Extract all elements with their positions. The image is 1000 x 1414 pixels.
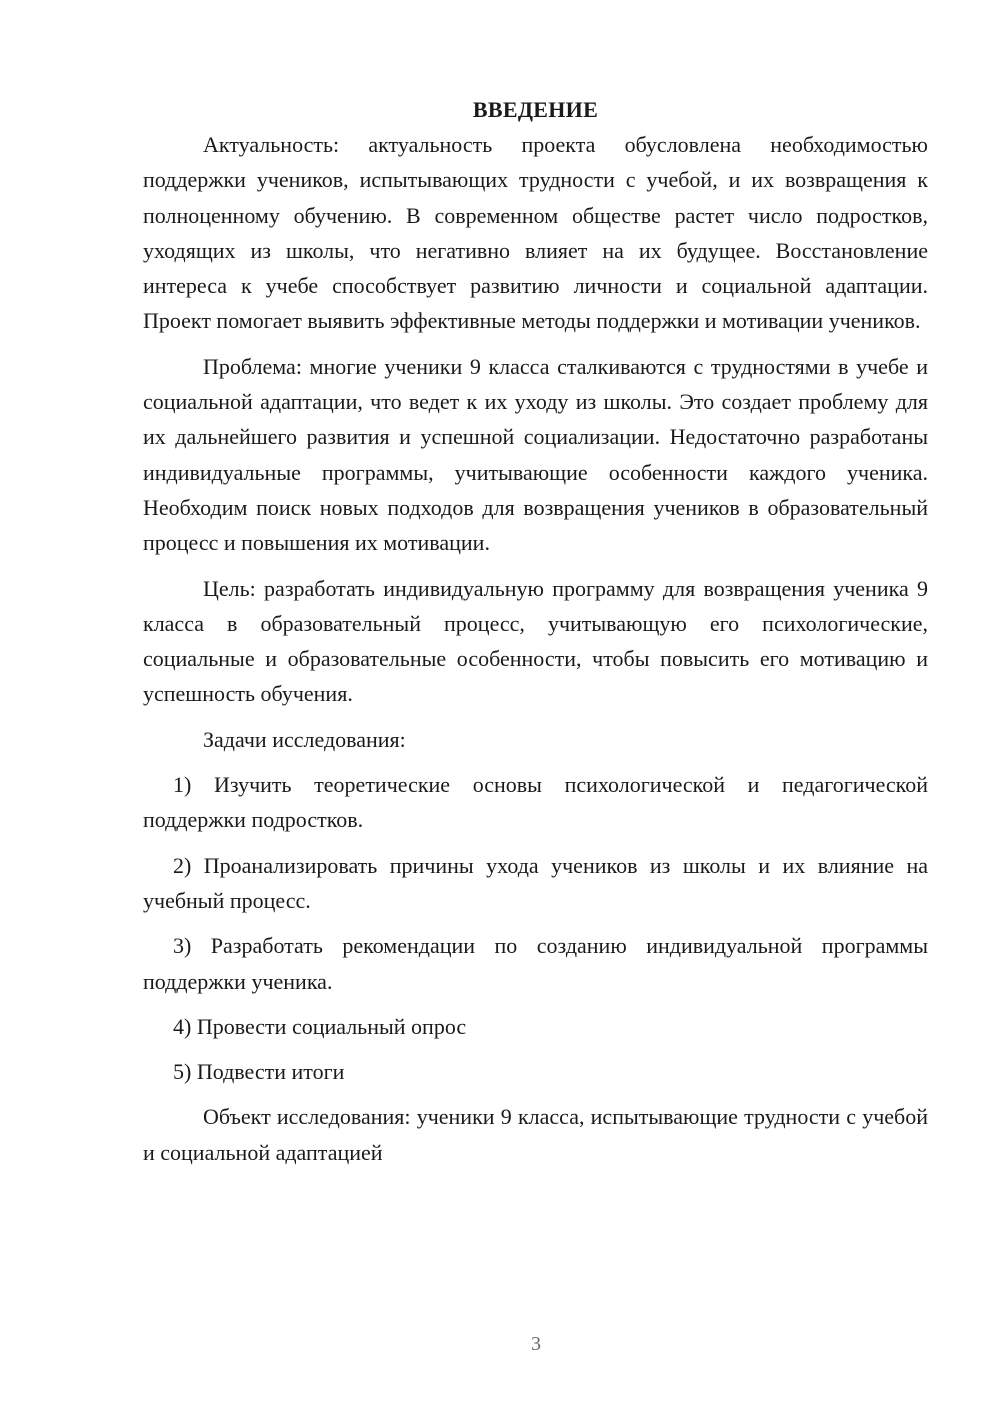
page-number: 3 bbox=[531, 1333, 541, 1355]
research-object-paragraph: Объект исследования: ученики 9 класса, испытывающие трудности с учебой и социальной адаптацией bbox=[143, 1104, 928, 1165]
task-item-4: 4) Провести социальный опрос bbox=[173, 1013, 467, 1039]
task-item-3: 3) Разработать рекомендации по созданию индивидуальной программы поддержки ученика. bbox=[143, 933, 928, 994]
page-content bbox=[143, 92, 928, 1180]
page-title: ВВЕДЕНИЕ bbox=[472, 97, 599, 122]
problem-paragraph: Проблема: многие ученики 9 класса сталкиваются с трудностями в учебе и социальной адаптации, что ведет к их уходу из школы. Это создает проблему для их дальнейшего развития и успешной социализации. Недостаточно разработаны индивидуальные программы, учитывающие особенности каждого ученика. Необходим поиск новых подходов для возвращения учеников в образовательный процесс и повышения их мотивации. bbox=[143, 353, 928, 556]
tasks-heading: Задачи исследования: bbox=[203, 726, 406, 752]
goal-paragraph: Цель: разработать индивидуальную программу для возвращения ученика 9 класса в образовательный процесс, учитывающую его психологические, социальные и образовательные особенности, чтобы повысить его мотивацию и успешность обучения. bbox=[143, 575, 928, 707]
task-item-2: 2) Проанализировать причины ухода учеников из школы и их влияние на учебный процесс. bbox=[143, 852, 928, 913]
task-item-5: 5) Подвести итоги bbox=[173, 1059, 345, 1085]
task-item-1: 1) Изучить теоретические основы психологической и педагогической поддержки подростков. bbox=[143, 772, 928, 833]
relevance-paragraph: Актуальность: актуальность проекта обусловлена необходимостью поддержки учеников, испытывающих трудности с учебой, и их возвращения к полноценному обучению. В современном обществе растет число подростков, уходящих из школы, что негативно влияет на их будущее. Восстановление интереса к учебе способствует развитию личности и социальной адаптации. Проект помогает выявить эффективные методы поддержки и мотивации учеников. bbox=[143, 132, 928, 334]
